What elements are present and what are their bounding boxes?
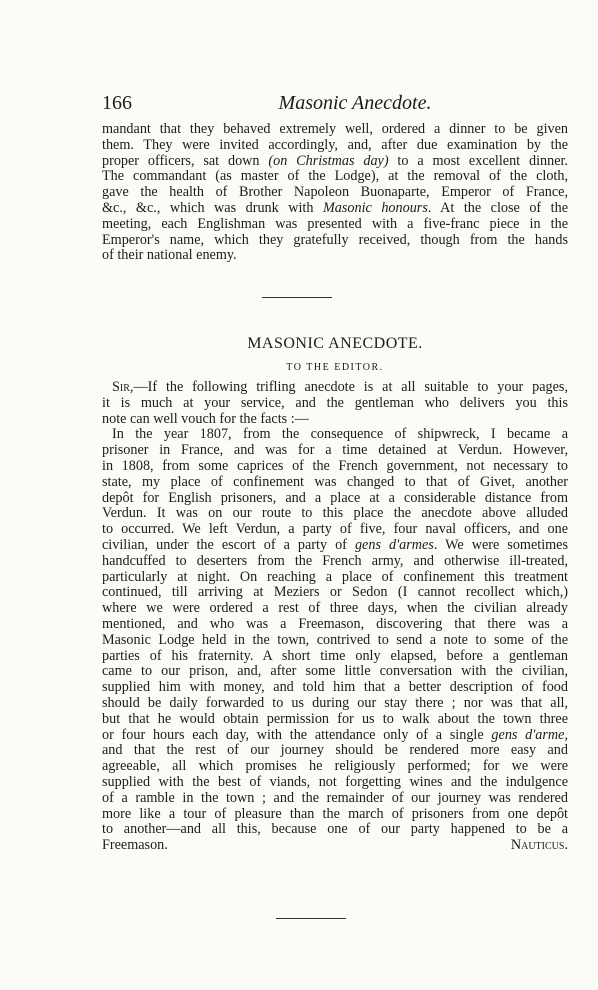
text-line: Emperor's name, which they gratefully received, though from the hands (102, 231, 568, 248)
text-line: supplied with the best of viands, not forgetting wines and the indulgence (102, 773, 568, 790)
text-line: it is much at your service, and the gentleman who delivers you this (102, 394, 568, 411)
text-line: meeting, each Englishman was presented with a five-franc piece in the (102, 215, 568, 232)
continued-paragraph (102, 122, 568, 264)
text-line: The commandant (as master of the Lodge), at the removal of the cloth, (102, 168, 568, 185)
text-line: of their national enemy. (102, 247, 237, 264)
text-line: and that the rest of our journey should be rendered more easy and (102, 742, 568, 759)
article-body (102, 380, 568, 854)
text-line: Masonic Lodge held in the town, contrived to send a note to some of the (102, 631, 568, 648)
text-line: gave the health of Brother Napoleon Buonaparte, Emperor of France, (102, 184, 568, 201)
text-line: mentioned, and who was a Freemason, discovering that there was a (102, 615, 568, 632)
text-line: In the year 1807, from the consequence of shipwreck, I became a (112, 426, 568, 443)
text-line: agreeable, all which promises he religiously performed; for we were (102, 758, 568, 775)
text-line: Freemason. Nauticus. (102, 837, 568, 854)
signature: Nauticus. (510, 837, 568, 854)
text-line: should be daily forwarded to us during our stay there ; nor was that all, (102, 694, 568, 711)
text-line: &c., &c., which was drunk with Masonic honours. At the close of the (102, 199, 568, 216)
text-line: or four hours each day, with the attendance only of a single gens d'arme, (102, 726, 569, 743)
text-line: came to our prison, and, after some little conversation with the civilian, (102, 663, 568, 680)
text-line: in 1808, from some caprices of the French government, not necessary to (102, 457, 568, 474)
text-line: to occurred. We left Verdun, a party of five, four naval officers, and one (102, 521, 568, 538)
page-header (102, 92, 568, 116)
text-line: prisoner in France, and was for a time detained at Verdun. However, (102, 442, 568, 459)
text-line: more like a tour of pleasure than the march of prisoners from one depôt (102, 805, 568, 822)
text-line: mandant that they behaved extremely well, ordered a dinner to be given (102, 121, 568, 137)
article-title: MASONIC ANECDOTE. (247, 335, 423, 352)
text-line: civilian, under the escort of a party of gens d'armes. We were sometimes (102, 536, 568, 553)
text-line: proper officers, sat down (on Christmas day) to a most excellent dinner. (102, 152, 568, 169)
text-line: particularly at night. On reaching a place of confinement this treatment (102, 568, 568, 585)
end-divider (276, 918, 346, 919)
section-divider (262, 297, 332, 298)
text-line: of a ramble in the town ; and the remainder of our journey was rendered (102, 789, 568, 806)
text-line: note can well vouch for the facts :— (102, 410, 309, 427)
running-title: Masonic Anecdote. (278, 92, 432, 114)
text-line: Sir,—If the following trifling anecdote is at all suitable to your pages, (112, 379, 568, 395)
text-line: them. They were invited accordingly, and, after due examination by the (102, 136, 568, 153)
text-line: supplied him with money, and told him that a better description of food (102, 679, 568, 696)
text-line: state, my place of confinement was changed to that of Givet, another (102, 473, 568, 490)
text-line: to another—and all this, because one of our party happened to be a (102, 821, 568, 838)
text-line: handcuffed to deserters from the French army, and otherwise ill-treated, (102, 552, 568, 569)
text-line: depôt for English prisoners, and a place at a considerable distance from (102, 489, 568, 506)
text-line: Verdun. It was on our route to this place the anecdote above alluded (102, 505, 568, 522)
text-line: continued, till arriving at Meziers or Sedon (I cannot recollect which,) (102, 584, 568, 601)
text-line: but that he would obtain permission for us to walk about the town three (102, 710, 568, 727)
page-number: 166 (102, 92, 132, 114)
text-line: where we were ordered a rest of three days, when the civilian already (102, 600, 568, 617)
text-line: parties of his fraternity. A short time only elapsed, before a gentleman (102, 647, 568, 664)
article-addressee: TO THE EDITOR. (286, 362, 384, 373)
